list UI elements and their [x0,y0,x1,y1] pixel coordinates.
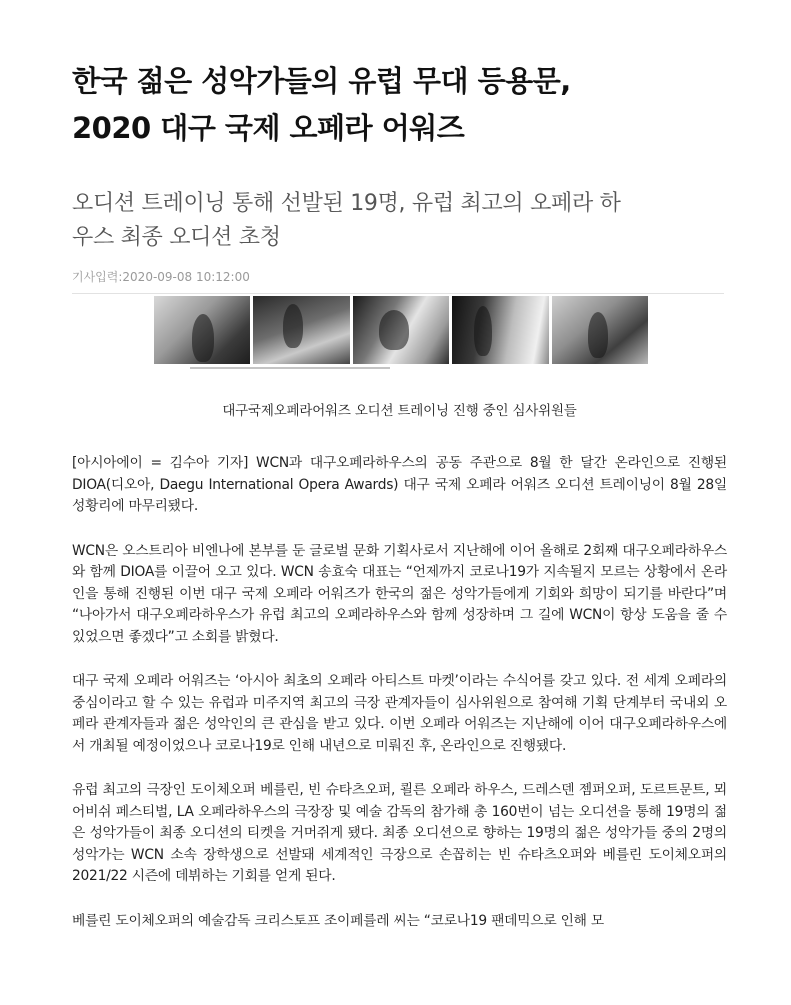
headline [72,58,727,152]
body-paragraph-3: 대구 국제 오페라 어워즈는 ‘아시아 최초의 오페라 아티스트 마켓’이라는 수식어를 갖고 있다. 전 세계 오페라의 중심이라고 할 수 있는 유럽과 미주지역 최고의 극장 관계자들이 심사위원으로 참여해 기획 단계부터 국내외 오페라 관계자들과 젊은 성악인의 큰 관심을 받고 있다. 이번 오페라 어워즈는 지난해에 이어 대구오페라하우스에서 개최될 예정이었으나 코로나19로 인해 내년으로 미뤄진 후, 온라인으로 진행됐다. [72,673,727,754]
subheadline-line-2: 우스 최종 오디션 초청 [72,225,281,250]
body-paragraph-2: WCN은 오스트리아 비엔나에 본부를 둔 글로벌 문화 기획사로서 지난해에 이어 올해로 2회째 대구오페라하우스와 함께 DIOA를 이끌어 오고 있다. WCN 송효숙 대표는 “언제까지 코로나19가 지속될지 모르는 상황에서 온라인을 통해 진행된 이번 대구 국제 오페라 어워즈가 한국의 젊은 성악가들에게 기회와 희망이 되기를 바란다”며 “나아가서 대구오페라하우스가 유럽 최고의 오페라하우스와 함께 성장하며 그 길에 WCN이 항상 도움을 줄 수 있었으면 좋겠다”고 소회를 밝혔다. [72,542,727,645]
photo-panel-4 [452,296,548,364]
subheadline [72,187,712,255]
body-paragraph-4: 유럽 최고의 극장인 도이체오퍼 베를린, 빈 슈타츠오퍼, 쾰른 오페라 하우스, 드레스덴 젬퍼오퍼, 도르트문트, 뫼어비쉬 페스티벌, LA 오페라하우스의 극장장 및 예술 감독의 참가해 총 160번이 넘는 오디션을 통해 19명의 젊은 성악가들이 최종 오디션의 티켓을 거머쥐게 됐다. 최종 오디션으로 향하는 19명의 젊은 성악가들 중의 2명의 성악가는 WCN 소속 장학생으로 선발돼 세계적인 극장으로 손꼽히는 빈 슈타츠오퍼와 베를린 도이체오퍼의 2021/22 시즌에 데뷔하는 기회를 얻게 된다. [72,782,727,884]
photo-caption: 대구국제오페라어워즈 오디션 트레이닝 진행 중인 심사위원들 [222,403,577,419]
photo-panel-1 [154,296,250,364]
photo-panel-3 [353,296,449,364]
article-photo [154,296,648,374]
published-date: 기사입력:2020-09-08 10:12:00 [72,270,250,284]
article-body [72,453,727,955]
photo-panel-2 [253,296,349,364]
header-divider [72,293,724,294]
body-paragraph-1: [아시아에이 = 김수아 기자] WCN과 대구오페라하우스의 공동 주관으로 8월 한 달간 온라인으로 진행된 DIOA(디오아, Daegu International Opera Awards) 대구 국제 오페라 어워즈 오디션 트레이닝이 8월 28일 성황리에 마무리됐다. [72,455,727,514]
subheadline-line-1: 오디션 트레이닝 통해 선발된 19명, 유럽 최고의 오페라 하 [72,191,621,216]
body-paragraph-5: 베를린 도이체오퍼의 예술감독 크리스토프 조이페를레 씨는 “코로나19 팬데믹으로 인해 모 [72,912,604,929]
photo-credit-line [154,365,648,371]
photo-panel-5 [552,296,648,364]
headline-line-1: 한국 젊은 성악가들의 유럽 무대 등용문, [72,64,571,98]
headline-line-2: 2020 대구 국제 오페라 어워즈 [72,111,465,145]
